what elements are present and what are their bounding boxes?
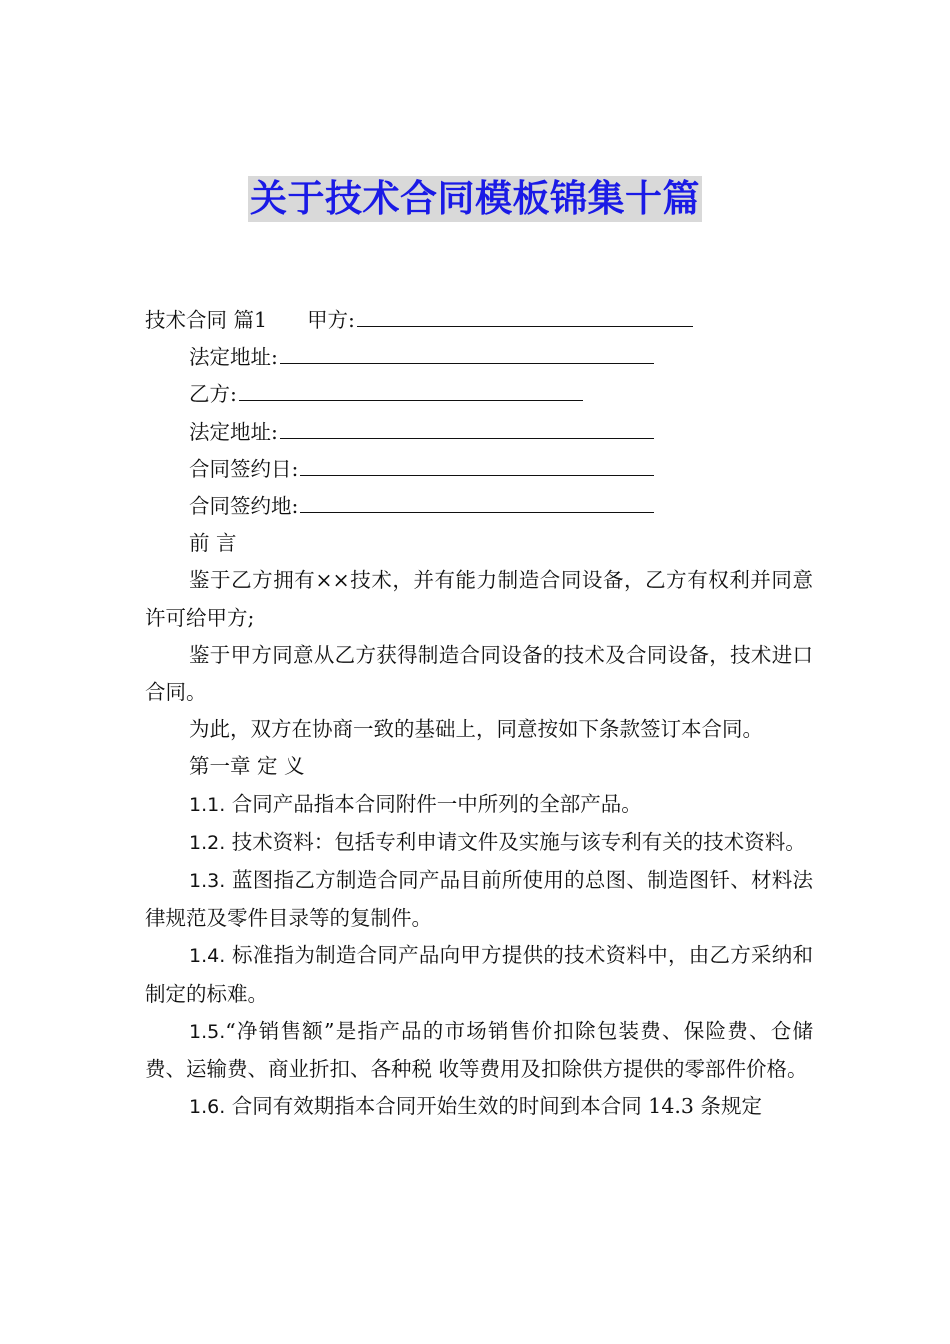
clause-1-2 — [145, 824, 813, 862]
clause-text: 蓝图指乙方制造合同产品目前所使用的总图、制造图钎、材料法律规范及零件目录等的复制件。 — [145, 867, 813, 931]
party-b-blank — [239, 377, 583, 401]
preface-paragraph-1: 鉴于乙方拥有××技术，并有能力制造合同设备，乙方有权利并同意许可给甲方; — [145, 568, 813, 630]
clause-text: “净销售额”是指产品的市场销售价扣除包装费、保险费、仓储费、运输费、商业折扣、各种税 收等费用及扣除供方提供的零部件价格。 — [145, 1018, 813, 1081]
sign-date-blank — [300, 452, 654, 476]
clause-1-3 — [145, 862, 813, 937]
clause-number: 1.2. — [189, 831, 226, 854]
sign-date-line — [145, 451, 813, 488]
legal-address-line-2 — [145, 414, 813, 451]
legal-address-label-1: 法定地址: — [189, 345, 278, 370]
title-container — [0, 176, 950, 222]
preface-paragraph-2: 鉴于甲方同意从乙方获得制造合同设备的技术及合同设备，技术进口合同。 — [145, 642, 813, 704]
sign-date-label: 合同签约日: — [189, 456, 299, 481]
clause-number: 1.5. — [189, 1020, 226, 1043]
document-title: 关于技术合同模板锦集十篇 — [250, 177, 700, 220]
clause-1-4 — [145, 937, 813, 1012]
party-a-label: 甲方: — [307, 308, 355, 332]
clause-1-6 — [145, 1088, 813, 1126]
sign-place-label: 合同签约地: — [189, 493, 299, 518]
clause-number: 1.6. — [189, 1096, 226, 1119]
sign-place-line — [145, 488, 813, 525]
preface-paragraph-3: 为此，双方在协商一致的基础上，同意按如下条款签订本合同。 — [189, 717, 763, 742]
legal-address-line-1 — [145, 339, 813, 376]
legal-address-label-2: 法定地址: — [189, 419, 278, 444]
party-a-blank — [357, 303, 693, 327]
clause-text: 合同有效期指本合同开始生效的时间到本合同 14.3 条规定 — [231, 1094, 762, 1119]
header-line — [145, 302, 813, 339]
chapter-1-heading: 第一章 定 义 — [189, 754, 305, 779]
clause-text: 合同产品指本合同附件一中所列的全部产品。 — [231, 791, 642, 816]
preface-heading: 前 言 — [189, 531, 237, 556]
clause-text: 标准指为制造合同产品向甲方提供的技术资料中，由乙方采纳和制定的标难。 — [145, 943, 813, 1006]
clause-number: 1.1. — [189, 793, 226, 816]
legal-address-blank-1 — [280, 340, 654, 364]
clause-1-5 — [145, 1013, 813, 1088]
sign-place-blank — [300, 489, 654, 513]
clause-text: 技术资料：包括专利申请文件及实施与该专利有关的技术资料。 — [231, 829, 806, 854]
clause-number: 1.3. — [189, 869, 226, 892]
legal-address-blank-2 — [280, 415, 654, 439]
document-body — [145, 302, 813, 1126]
party-b-line — [145, 376, 813, 413]
clause-number: 1.4. — [189, 945, 226, 968]
party-b-label: 乙方: — [189, 382, 237, 407]
clause-1-1 — [145, 786, 813, 824]
section-label: 技术合同 篇1 — [145, 308, 268, 332]
